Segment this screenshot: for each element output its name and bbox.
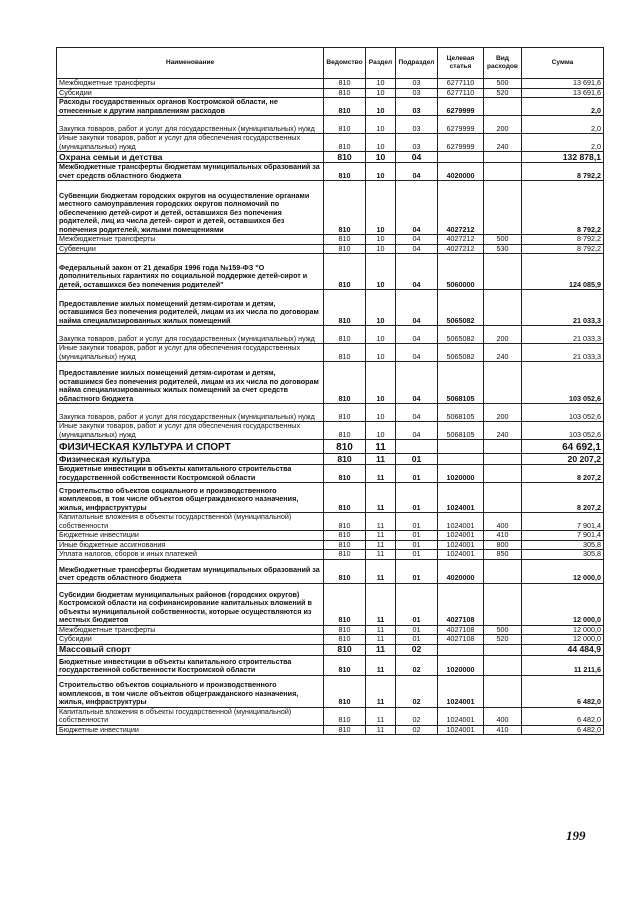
cell-podrazdel: 04	[396, 404, 438, 422]
cell-statya: 6279999	[438, 134, 484, 152]
table-row	[57, 583, 604, 625]
table-row	[57, 235, 604, 245]
cell-podrazdel: 03	[396, 88, 438, 98]
cell-name: Бюджетные инвестиции в объекты капитального строительства государственной собственности Костромской области	[57, 465, 324, 483]
cell-vedomstvo: 810	[324, 540, 366, 550]
cell-statya: 1024001	[438, 513, 484, 531]
cell-vid: 520	[484, 88, 522, 98]
cell-summa: 13 691,6	[522, 79, 604, 89]
cell-name: Охрана семьи и детства	[57, 152, 324, 163]
cell-vedomstvo: 810	[324, 152, 366, 163]
cell-vid	[484, 644, 522, 655]
cell-name: Субвенции бюджетам городских округов на осуществление органами местного самоуправления городских округов полномочий по обеспечению детей-сирот и детей, оставшихся без попечения родителей, лиц из числа детей- сирот и детей, оставшихся без попечения родителей, жилыми помещениями	[57, 181, 324, 235]
cell-vedomstvo: 810	[324, 625, 366, 635]
cell-razdel: 10	[366, 326, 396, 344]
cell-vedomstvo: 810	[324, 116, 366, 134]
cell-summa: 13 691,6	[522, 88, 604, 98]
cell-podrazdel: 04	[396, 362, 438, 404]
cell-name: Межбюджетные трансферты	[57, 625, 324, 635]
cell-vid	[484, 98, 522, 116]
cell-summa: 103 052,6	[522, 404, 604, 422]
cell-podrazdel: 04	[396, 152, 438, 163]
cell-vid	[484, 583, 522, 625]
cell-vedomstvo: 810	[324, 422, 366, 440]
cell-vedomstvo: 810	[324, 465, 366, 483]
cell-statya: 6277110	[438, 79, 484, 89]
cell-razdel: 10	[366, 116, 396, 134]
cell-vedomstvo: 810	[324, 707, 366, 725]
cell-vid	[484, 655, 522, 675]
col-header-summa: Сумма	[522, 48, 604, 79]
cell-name: Закупка товаров, работ и услуг для государственных (муниципальных) нужд	[57, 404, 324, 422]
cell-vedomstvo: 810	[324, 531, 366, 541]
cell-razdel: 11	[366, 465, 396, 483]
table-row	[57, 559, 604, 583]
cell-name: Бюджетные инвестиции	[57, 725, 324, 735]
cell-name: Капитальные вложения в объекты государственной (муниципальной) собственности	[57, 707, 324, 725]
cell-podrazdel: 02	[396, 675, 438, 707]
cell-razdel: 11	[366, 531, 396, 541]
cell-razdel: 10	[366, 181, 396, 235]
cell-name: Уплата налогов, сборов и иных платежей	[57, 550, 324, 560]
cell-razdel: 10	[366, 152, 396, 163]
cell-name: Капитальные вложения в объекты государственной (муниципальной) собственности	[57, 513, 324, 531]
cell-vedomstvo: 810	[324, 583, 366, 625]
cell-razdel: 10	[366, 244, 396, 254]
cell-vid	[484, 152, 522, 163]
cell-vedomstvo: 810	[324, 254, 366, 290]
cell-name: Предоставление жилых помещений детям-сиротам и детям, оставшимся без попечения родителей, лицам из их числа по договорам найма специализированных жилых помещений за счет средств областного бюджета	[57, 362, 324, 404]
cell-podrazdel: 01	[396, 583, 438, 625]
cell-vid: 410	[484, 725, 522, 735]
cell-razdel: 10	[366, 88, 396, 98]
table-row	[57, 344, 604, 362]
cell-summa: 8 792,2	[522, 244, 604, 254]
cell-razdel: 11	[366, 707, 396, 725]
cell-razdel: 10	[366, 362, 396, 404]
cell-summa: 103 052,6	[522, 362, 604, 404]
cell-statya: 1024001	[438, 675, 484, 707]
cell-statya: 4020000	[438, 163, 484, 181]
cell-statya: 5065082	[438, 344, 484, 362]
cell-vid: 400	[484, 513, 522, 531]
cell-vedomstvo: 810	[324, 98, 366, 116]
cell-podrazdel: 04	[396, 163, 438, 181]
table-row	[57, 454, 604, 465]
cell-statya: 5060000	[438, 254, 484, 290]
cell-podrazdel: 01	[396, 513, 438, 531]
cell-vid	[484, 483, 522, 513]
cell-razdel: 11	[366, 513, 396, 531]
cell-summa: 8 792,2	[522, 163, 604, 181]
table-row	[57, 163, 604, 181]
cell-statya: 6279999	[438, 98, 484, 116]
table-row	[57, 550, 604, 560]
table-row	[57, 254, 604, 290]
cell-vid: 520	[484, 635, 522, 645]
table-row	[57, 540, 604, 550]
cell-name: Строительство объектов социального и производственного комплексов, в том числе объектов общегражданского назначения, жилья, инфраструктуры	[57, 483, 324, 513]
cell-razdel: 11	[366, 483, 396, 513]
table-row	[57, 422, 604, 440]
cell-razdel: 11	[366, 550, 396, 560]
cell-podrazdel: 01	[396, 483, 438, 513]
cell-podrazdel: 01	[396, 531, 438, 541]
cell-vid: 200	[484, 116, 522, 134]
cell-podrazdel: 02	[396, 655, 438, 675]
cell-statya: 1024001	[438, 707, 484, 725]
cell-statya: 6277110	[438, 88, 484, 98]
cell-summa: 12 000,0	[522, 583, 604, 625]
table-row	[57, 98, 604, 116]
cell-summa: 8 207,2	[522, 483, 604, 513]
cell-vid: 850	[484, 550, 522, 560]
cell-summa: 132 878,1	[522, 152, 604, 163]
cell-name: Межбюджетные трансферты бюджетам муниципальных образований за счет средств областного бюджета	[57, 559, 324, 583]
cell-statya: 5068105	[438, 404, 484, 422]
cell-podrazdel: 04	[396, 290, 438, 326]
cell-vedomstvo: 810	[324, 244, 366, 254]
cell-razdel: 10	[366, 344, 396, 362]
cell-statya	[438, 152, 484, 163]
col-header-podrazdel: Подраздел	[396, 48, 438, 79]
col-header-razdel: Раздел	[366, 48, 396, 79]
cell-summa: 305,8	[522, 550, 604, 560]
cell-vedomstvo: 810	[324, 725, 366, 735]
cell-podrazdel: 04	[396, 235, 438, 245]
cell-podrazdel: 03	[396, 98, 438, 116]
cell-podrazdel: 01	[396, 635, 438, 645]
cell-vid	[484, 290, 522, 326]
cell-vid	[484, 465, 522, 483]
cell-vedomstvo: 810	[324, 344, 366, 362]
cell-name: Иные бюджетные ассигнования	[57, 540, 324, 550]
cell-summa: 21 033,3	[522, 290, 604, 326]
cell-summa: 2,0	[522, 116, 604, 134]
cell-vid: 410	[484, 531, 522, 541]
table-row	[57, 465, 604, 483]
cell-vedomstvo: 810	[324, 483, 366, 513]
cell-summa: 8 207,2	[522, 465, 604, 483]
col-header-statya: Целевая статья	[438, 48, 484, 79]
cell-name: Субсидии	[57, 88, 324, 98]
budget-table	[56, 47, 604, 735]
cell-podrazdel: 04	[396, 344, 438, 362]
cell-podrazdel: 04	[396, 326, 438, 344]
cell-vedomstvo: 810	[324, 88, 366, 98]
cell-name: Межбюджетные трансферты бюджетам муниципальных образований за счет средств областного бюджета	[57, 163, 324, 181]
cell-vedomstvo: 810	[324, 290, 366, 326]
table-row	[57, 152, 604, 163]
table-row	[57, 531, 604, 541]
cell-razdel: 11	[366, 540, 396, 550]
cell-razdel: 11	[366, 655, 396, 675]
cell-name: Бюджетные инвестиции в объекты капитального строительства государственной собственности Костромской области	[57, 655, 324, 675]
cell-vedomstvo: 810	[324, 644, 366, 655]
cell-podrazdel: 01	[396, 550, 438, 560]
cell-vedomstvo: 810	[324, 440, 366, 454]
cell-razdel: 10	[366, 235, 396, 245]
cell-vedomstvo: 810	[324, 235, 366, 245]
col-header-vid: Вид расходов	[484, 48, 522, 79]
cell-razdel: 10	[366, 290, 396, 326]
col-header-vedomstvo: Ведомство	[324, 48, 366, 79]
cell-summa: 11 211,6	[522, 655, 604, 675]
table-row	[57, 244, 604, 254]
table-row	[57, 635, 604, 645]
cell-statya: 1024001	[438, 725, 484, 735]
cell-summa: 8 792,2	[522, 181, 604, 235]
cell-podrazdel: 02	[396, 644, 438, 655]
cell-statya	[438, 644, 484, 655]
cell-podrazdel: 03	[396, 116, 438, 134]
table-row	[57, 725, 604, 735]
cell-name: Межбюджетные трансферты	[57, 235, 324, 245]
table-row	[57, 134, 604, 152]
cell-name: Закупка товаров, работ и услуг для государственных (муниципальных) нужд	[57, 116, 324, 134]
cell-summa: 44 484,9	[522, 644, 604, 655]
table-row	[57, 290, 604, 326]
table-row	[57, 116, 604, 134]
cell-razdel: 10	[366, 163, 396, 181]
cell-vedomstvo: 810	[324, 181, 366, 235]
cell-podrazdel: 03	[396, 134, 438, 152]
cell-statya	[438, 440, 484, 454]
cell-razdel: 11	[366, 559, 396, 583]
cell-podrazdel: 02	[396, 707, 438, 725]
cell-statya: 4027212	[438, 244, 484, 254]
cell-vedomstvo: 810	[324, 675, 366, 707]
cell-vid: 500	[484, 625, 522, 635]
cell-vid: 530	[484, 244, 522, 254]
cell-vid	[484, 181, 522, 235]
cell-statya: 4027212	[438, 181, 484, 235]
cell-statya: 1024001	[438, 483, 484, 513]
cell-vid	[484, 362, 522, 404]
cell-vedomstvo: 810	[324, 513, 366, 531]
cell-podrazdel: 04	[396, 422, 438, 440]
table-row	[57, 707, 604, 725]
cell-vid	[484, 559, 522, 583]
cell-vedomstvo: 810	[324, 635, 366, 645]
cell-summa: 6 482,0	[522, 707, 604, 725]
cell-razdel: 11	[366, 440, 396, 454]
cell-vid	[484, 254, 522, 290]
cell-razdel: 10	[366, 134, 396, 152]
cell-razdel: 11	[366, 635, 396, 645]
cell-name: Предоставление жилых помещений детям-сиротам и детям, оставшимся без попечения родителей, лицам из их числа по договорам найма специализированных жилых помещений	[57, 290, 324, 326]
cell-vedomstvo: 810	[324, 362, 366, 404]
cell-summa: 305,8	[522, 540, 604, 550]
cell-summa: 20 207,2	[522, 454, 604, 465]
cell-vedomstvo: 810	[324, 404, 366, 422]
cell-vedomstvo: 810	[324, 550, 366, 560]
table-row	[57, 362, 604, 404]
cell-name: Бюджетные инвестиции	[57, 531, 324, 541]
cell-summa: 12 000,0	[522, 559, 604, 583]
table-row	[57, 513, 604, 531]
cell-vedomstvo: 810	[324, 559, 366, 583]
cell-razdel: 11	[366, 675, 396, 707]
table-row	[57, 404, 604, 422]
cell-name: Субсидии бюджетам муниципальных районов (городских округов) Костромской области на софинансирование капитальных вложений в объекты муниципальной собственности, которые осуществляются из местных бюджетов	[57, 583, 324, 625]
cell-vedomstvo: 810	[324, 163, 366, 181]
table-row	[57, 440, 604, 454]
cell-statya: 1024001	[438, 550, 484, 560]
cell-summa: 2,0	[522, 134, 604, 152]
cell-vid: 800	[484, 540, 522, 550]
col-header-name: Наименование	[57, 48, 324, 79]
budget-table-page	[56, 47, 603, 735]
cell-vid: 500	[484, 79, 522, 89]
cell-podrazdel: 01	[396, 454, 438, 465]
table-row	[57, 655, 604, 675]
cell-vedomstvo: 810	[324, 454, 366, 465]
cell-summa: 7 901,4	[522, 531, 604, 541]
cell-podrazdel: 03	[396, 79, 438, 89]
cell-vedomstvo: 810	[324, 655, 366, 675]
cell-vid	[484, 440, 522, 454]
table-row	[57, 483, 604, 513]
cell-vid: 240	[484, 422, 522, 440]
cell-name: Массовый спорт	[57, 644, 324, 655]
table-row	[57, 675, 604, 707]
cell-summa: 6 482,0	[522, 675, 604, 707]
cell-podrazdel: 01	[396, 625, 438, 635]
table-row	[57, 79, 604, 89]
cell-statya: 4027212	[438, 235, 484, 245]
cell-razdel: 11	[366, 583, 396, 625]
cell-statya: 1024001	[438, 531, 484, 541]
cell-statya: 1020000	[438, 465, 484, 483]
cell-summa: 64 692,1	[522, 440, 604, 454]
cell-razdel: 11	[366, 644, 396, 655]
cell-vid: 400	[484, 707, 522, 725]
cell-vid: 200	[484, 326, 522, 344]
cell-summa: 12 000,0	[522, 625, 604, 635]
cell-summa: 103 052,6	[522, 422, 604, 440]
cell-summa: 21 033,3	[522, 344, 604, 362]
cell-vid: 200	[484, 404, 522, 422]
cell-statya: 1020000	[438, 655, 484, 675]
cell-summa: 7 901,4	[522, 513, 604, 531]
cell-razdel: 10	[366, 254, 396, 290]
cell-podrazdel	[396, 440, 438, 454]
cell-summa: 21 033,3	[522, 326, 604, 344]
cell-podrazdel: 01	[396, 465, 438, 483]
cell-razdel: 10	[366, 98, 396, 116]
cell-podrazdel: 02	[396, 725, 438, 735]
cell-vid	[484, 163, 522, 181]
cell-name: Субсидии	[57, 635, 324, 645]
cell-name: Субвенции	[57, 244, 324, 254]
cell-statya: 4020000	[438, 559, 484, 583]
cell-summa: 8 792,2	[522, 235, 604, 245]
cell-razdel: 10	[366, 404, 396, 422]
cell-razdel: 11	[366, 625, 396, 635]
cell-vid: 240	[484, 344, 522, 362]
cell-razdel: 10	[366, 422, 396, 440]
cell-vid	[484, 675, 522, 707]
cell-podrazdel: 04	[396, 181, 438, 235]
cell-vid: 240	[484, 134, 522, 152]
cell-razdel: 11	[366, 725, 396, 735]
cell-statya	[438, 454, 484, 465]
cell-razdel: 10	[366, 79, 396, 89]
page-number: 199	[566, 828, 586, 843]
cell-name: Федеральный закон от 21 декабря 1996 года №159-ФЗ "О дополнительных гарантиях по социальной поддержке детей-сирот и детей, оставшихся без попечения родителей"	[57, 254, 324, 290]
cell-vid: 500	[484, 235, 522, 245]
table-header-row	[57, 48, 604, 79]
cell-statya: 1024001	[438, 540, 484, 550]
cell-statya: 5065082	[438, 326, 484, 344]
table-row	[57, 326, 604, 344]
cell-podrazdel: 04	[396, 244, 438, 254]
cell-name: Межбюджетные трансферты	[57, 79, 324, 89]
cell-statya: 4027108	[438, 583, 484, 625]
cell-summa: 6 482,0	[522, 725, 604, 735]
cell-vid	[484, 454, 522, 465]
cell-razdel: 11	[366, 454, 396, 465]
cell-name: Закупка товаров, работ и услуг для государственных (муниципальных) нужд	[57, 326, 324, 344]
cell-statya: 5068105	[438, 362, 484, 404]
cell-statya: 6279999	[438, 116, 484, 134]
table-row	[57, 625, 604, 635]
cell-name: Иные закупки товаров, работ и услуг для обеспечения государственных (муниципальных) нужд	[57, 134, 324, 152]
cell-summa: 12 000,0	[522, 635, 604, 645]
cell-statya: 4027108	[438, 625, 484, 635]
cell-summa: 124 085,9	[522, 254, 604, 290]
cell-podrazdel: 04	[396, 254, 438, 290]
cell-podrazdel: 01	[396, 559, 438, 583]
cell-vedomstvo: 810	[324, 79, 366, 89]
cell-statya: 5068105	[438, 422, 484, 440]
cell-name: Расходы государственных органов Костромской области, не отнесенные к другим направлениям расходов	[57, 98, 324, 116]
cell-name: Иные закупки товаров, работ и услуг для обеспечения государственных (муниципальных) нужд	[57, 422, 324, 440]
table-row	[57, 181, 604, 235]
table-body	[57, 79, 604, 735]
cell-name: Физическая культура	[57, 454, 324, 465]
cell-statya: 5065082	[438, 290, 484, 326]
cell-name: Строительство объектов социального и производственного комплексов, в том числе объектов общегражданского назначения, жилья, инфраструктуры	[57, 675, 324, 707]
table-row	[57, 644, 604, 655]
cell-name: Иные закупки товаров, работ и услуг для обеспечения государственных (муниципальных) нужд	[57, 344, 324, 362]
cell-summa: 2,0	[522, 98, 604, 116]
cell-name: ФИЗИЧЕСКАЯ КУЛЬТУРА И СПОРТ	[57, 440, 324, 454]
cell-vedomstvo: 810	[324, 134, 366, 152]
cell-podrazdel: 01	[396, 540, 438, 550]
cell-statya: 4027108	[438, 635, 484, 645]
cell-vedomstvo: 810	[324, 326, 366, 344]
table-row	[57, 88, 604, 98]
